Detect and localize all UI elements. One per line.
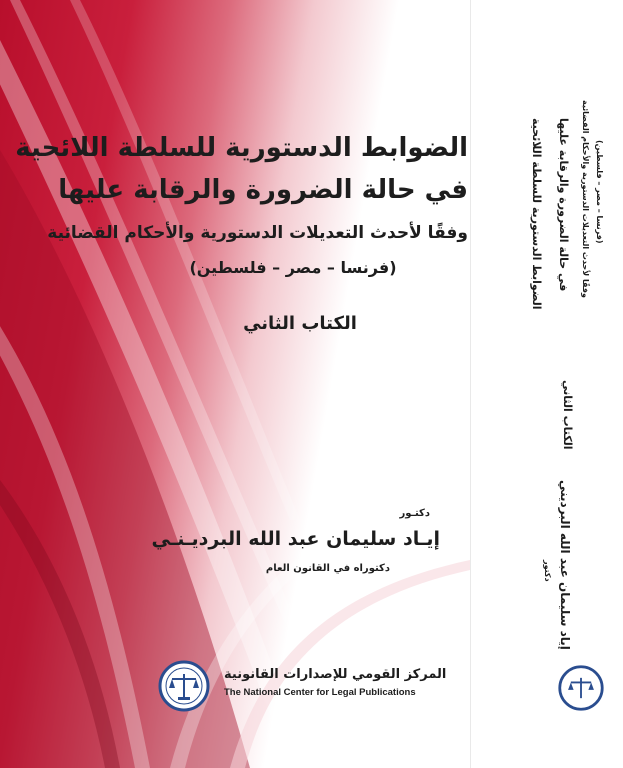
author-prefix: دكتـور	[399, 508, 430, 519]
spine-countries: (فرنسا – مصر – فلسطين)	[595, 140, 604, 244]
publisher-name-english: The National Center for Legal Publications	[224, 687, 416, 698]
spine-title-line-1: الضوابط الدستورية للسلطة اللائحية	[530, 118, 543, 310]
spine-publisher-logo-icon	[557, 664, 605, 712]
book-volume-label: الكتاب الثاني	[243, 313, 357, 334]
spine-subtitle: وفقًا لأحدث التعديلات الدستورية والأحكام القضائية	[581, 100, 590, 298]
cover-subtitle: وفقًا لأحدث التعديلات الدستورية والأحكام القضائية	[47, 223, 468, 243]
book-spine	[470, 0, 623, 768]
author-degree: دكتوراه في القانون العام	[265, 563, 390, 574]
scales-of-justice-icon	[158, 660, 210, 712]
cover-title-line-2: في حالة الضرورة والرقابة عليها	[58, 175, 468, 205]
spine-author-prefix: دكتور	[543, 560, 552, 582]
cover-title-line-1: الضوابط الدستورية للسلطة اللائحية	[15, 133, 468, 163]
cover-countries: (فرنسا – مصر – فلسطين)	[189, 258, 397, 277]
publisher-block	[150, 660, 450, 712]
spine-title-line-2: في حالة الضرورة والرقابة عليها	[557, 118, 570, 292]
spine-author-name: إياد سليمان عبد الله البرديني	[558, 480, 572, 650]
publisher-name-arabic: المركز القومي للإصدارات القانونية	[224, 667, 447, 682]
author-name: إيـاد سليمان عبد الله البرديـنـي	[151, 528, 440, 550]
spine-volume-label: الكتاب الثاني	[561, 380, 574, 450]
